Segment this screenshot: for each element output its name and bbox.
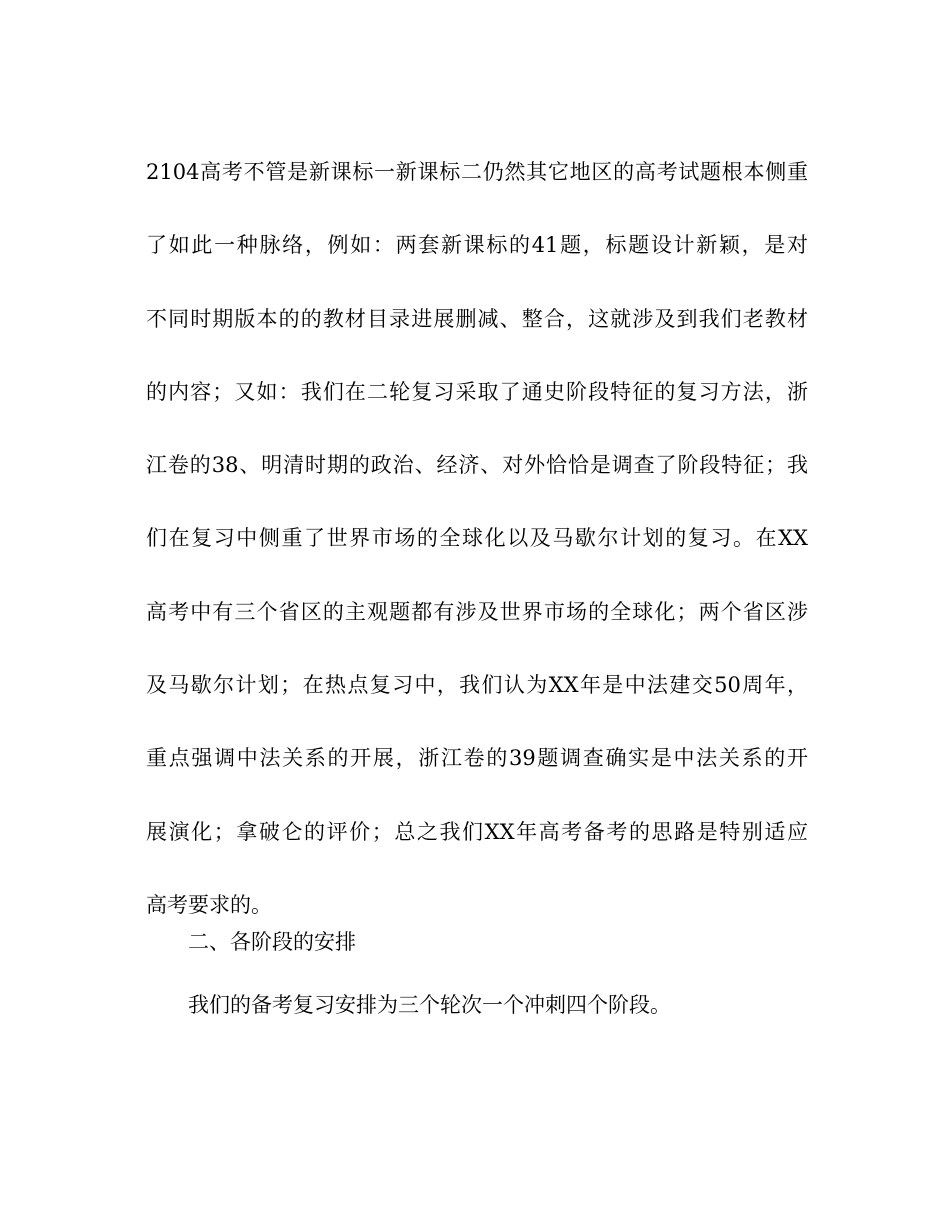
paragraph-line: 了如此一种脉络，例如：两套新课标的41题，标题设计新颖，是对 <box>146 233 808 258</box>
paragraph-line: 展演化；拿破仑的评价；总之我们XX年高考备考的思路是特别适应 <box>146 819 808 844</box>
paragraph-line: 重点强调中法关系的开展，浙江卷的39题调查确实是中法关系的开 <box>146 746 808 771</box>
body-paragraph <box>146 136 808 942</box>
paragraph-line: 们在复习中侧重了世界市场的全球化以及马歇尔计划的复习。在XX <box>146 526 808 551</box>
paragraph-line: 高考中有三个省区的主观题都有涉及世界市场的全球化；两个省区涉 <box>146 599 808 624</box>
paragraph-line: 高考要求的。 <box>146 892 272 917</box>
paragraph-line: 江卷的38、明清时期的政治、经济、对外恰恰是调查了阶段特征；我 <box>146 453 808 478</box>
paragraph-line: 2104高考不管是新课标一新课标二仍然其它地区的高考试题根本侧重 <box>146 160 808 184</box>
paragraph-line: 的内容；又如：我们在二轮复习采取了通史阶段特征的复习方法，浙 <box>146 379 808 404</box>
section-heading: 二、各阶段的安排 <box>188 930 356 954</box>
paragraph-line: 不同时期版本的的教材目录进展删减、整合，这就涉及到我们老教材 <box>146 306 808 331</box>
body-paragraph-2: 我们的备考复习安排为三个轮次一个冲刺四个阶段。 <box>188 993 671 1017</box>
paragraph-line: 及马歇尔计划；在热点复习中，我们认为XX年是中法建交50周年， <box>146 673 808 698</box>
